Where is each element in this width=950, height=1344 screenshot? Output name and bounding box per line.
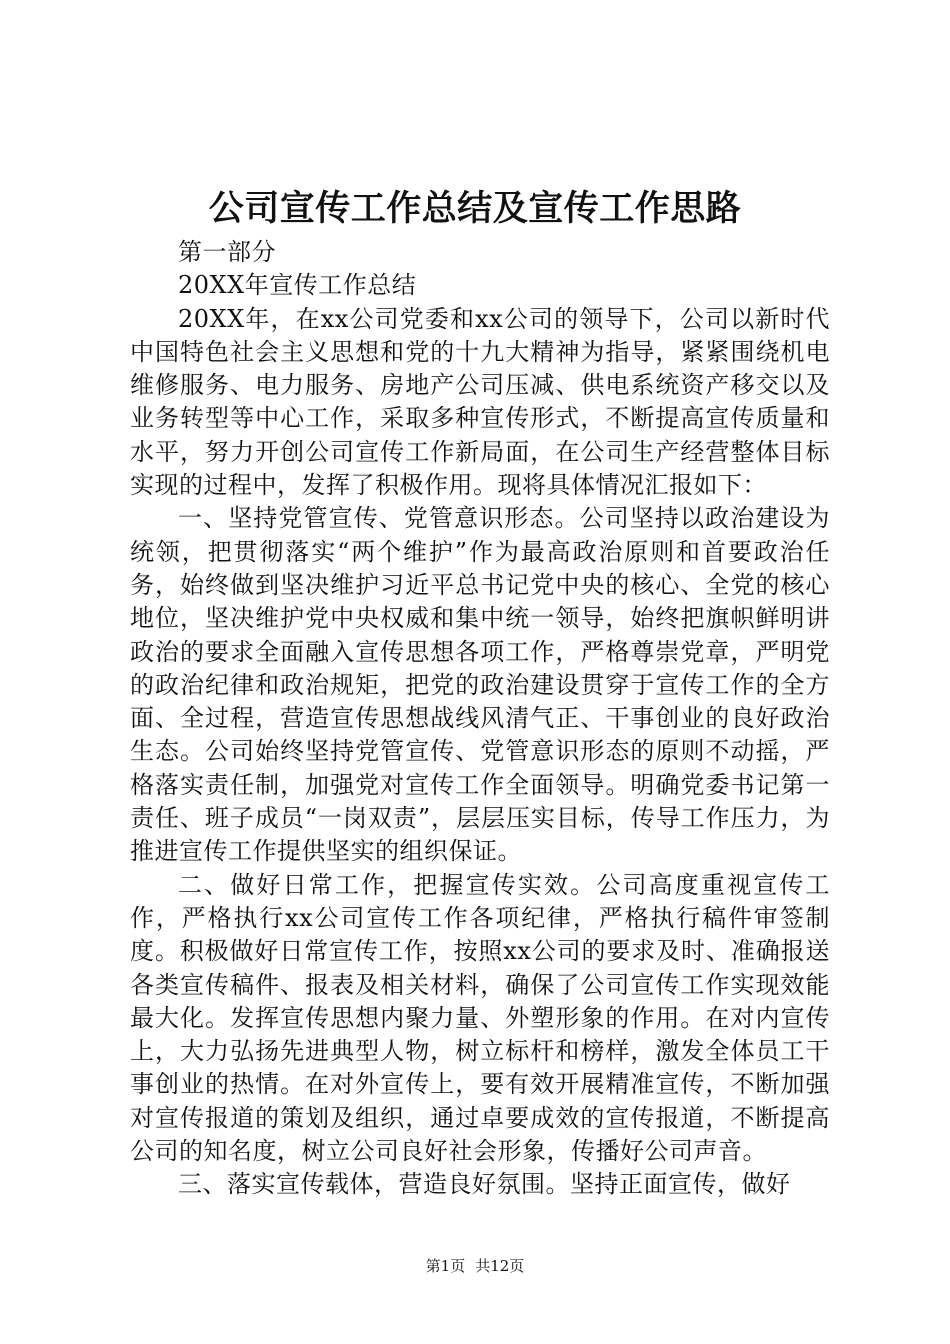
document-title: 公司宣传工作总结及宣传工作思路	[208, 189, 742, 229]
page-footer	[0, 1256, 950, 1276]
document-body	[130, 236, 830, 1202]
paragraph-item-3: 三、落实宣传载体，营造良好氛围。坚持正面宣传，做好	[178, 1170, 791, 1199]
intro-paragraph: 20XX年，在xx公司党委和xx公司的领导下，公司以新时代中国特色社会主义思想和党的十九大精神为指导，紧紧围绕机电维修服务、电力服务、房地产公司压减、供电系统资产移交以及业务转型等中心工作，采取多种宣传形式，不断提高宣传质量和水平，努力开创公司宣传工作新局面，在公司生产经营整体目标实现的过程中，发挥了积极作用。现将具体情况汇报如下：	[130, 304, 830, 500]
paragraph-item-1: 一、坚持党管宣传、党管意识形态。公司坚持以政治建设为统领，把贯彻落实“两个维护”作为最高政治原则和首要政治任务，始终做到坚决维护习近平总书记党中央的核心、全党的核心地位，坚决维护党中央权威和集中统一领导，始终把旗帜鲜明讲政治的要求全面融入宣传思想各项工作，严格尊崇党章，严明党的政治纪律和政治规矩，把党的政治建设贯穿于宣传工作的全方面、全过程，营造宣传思想战线风清气正、干事创业的良好政治生态。公司始终坚持党管宣传、党管意识形态的原则不动摇，严格落实责任制，加强党对宣传工作全面领导。明确党委书记第一责任、班子成员“一岗双责”，层层压实目标，传导工作压力，为推进宣传工作提供坚实的组织保证。	[130, 504, 830, 866]
section-subheading: 20XX年宣传工作总结	[178, 271, 417, 300]
paragraph-item-2: 二、做好日常工作，把握宣传实效。公司高度重视宣传工作，严格执行xx公司宣传工作各项纪律，严格执行稿件审签制度。积极做好日常宣传工作，按照xx公司的要求及时、准确报送各类宣传稿件、报表及相关材料，确保了公司宣传工作实现效能最大化。发挥宣传思想内聚力量、外塑形象的作用。在对内宣传上，大力弘扬先进典型人物，树立标杆和榜样，激发全体员工干事创业的热情。在对外宣传上，要有效开展精准宣传，不断加强对宣传报道的策划及组织，通过卓要成效的宣传报道，不断提高公司的知名度，树立公司良好社会形象，传播好公司声音。	[130, 870, 830, 1166]
section-heading: 第一部分	[178, 238, 276, 266]
page-total: 共12页	[475, 1257, 525, 1275]
page-number: 第1页	[425, 1257, 466, 1275]
